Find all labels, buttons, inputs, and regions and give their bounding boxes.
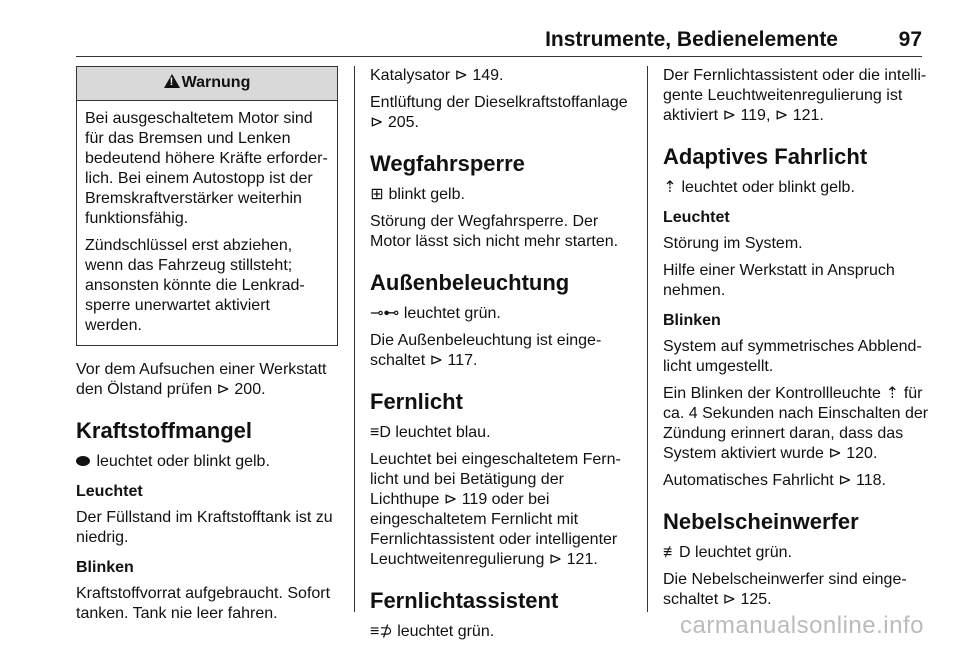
fern-ref-2[interactable]: 121. [566,551,598,568]
werkstatt-text: Vor dem Aufsuchen einer Werkstatt den Ölstand prüfen [76,361,327,398]
fern-status [370,423,632,443]
intro-text: Der Fernlichtassistent oder die intelli-gente Leuchtweitenregulierung ist aktiviert [663,67,927,124]
adaptiv-status [663,178,929,198]
fern-text: Leuchtet bei eingeschaltetem Fern-licht und bei Betätigung der Lichthupe [370,451,621,508]
leuchtet-paragraph-1: Störung im System. [663,235,803,252]
fern-status-text: leuchtet blau. [395,424,491,441]
katalysator-paragraph [370,66,632,86]
aussen-ref[interactable]: 117. [447,352,478,369]
heading-blinken: Blinken [76,559,134,576]
blinken-paragraph: Kraftstoffvorrat aufgebraucht. Sofort tanken. Tank nie leer fahren. [76,585,331,622]
car-key-icon: ⊞ [370,186,384,203]
aussen-status [370,304,632,324]
aussen-text: Die Außenbeleuchtung ist einge-schaltet [370,332,602,369]
header-rule [76,56,922,57]
column-divider-2 [647,66,648,612]
high-beam-icon: ≡D [370,424,391,441]
wegfahr-status-text: blinkt gelb. [388,186,465,203]
warning-body [77,101,337,345]
wegfahr-status [370,185,632,205]
ref-arrow-icon: ⊳ [443,491,458,508]
ref-arrow-icon: ⊳ [454,67,468,84]
heading-fernlichtassistent: Fernlichtassistent [370,588,559,613]
blinken-paragraph-2 [663,384,929,464]
heading-aussenbeleuchtung: Außenbeleuchtung [370,270,570,295]
werkstatt-ref[interactable]: 200. [234,381,266,398]
heading-nebelscheinwerfer: Nebelscheinwerfer [663,509,859,534]
blinken-paragraph-1: System auf symmetrisches Abblend-licht umgestellt. [663,338,922,375]
exterior-light-icon: ⊸⊷ [370,305,400,322]
column-1 [76,66,338,631]
intro-ref-1[interactable]: 119, [740,107,771,124]
nebel-paragraph [663,570,929,610]
kraftstoff-status [76,452,338,472]
entlueftung-text: Entlüftung der Dieselkraftstoffanlage [370,94,628,111]
nebel-ref[interactable]: 125. [740,591,772,608]
aussen-status-text: leuchtet grün. [403,305,501,322]
warning-title-text: Warnung [181,74,251,91]
wegfahr-paragraph: Störung der Wegfahrsperre. Der Motor lässt sich nicht mehr starten. [370,213,619,250]
nebel-text: Die Nebelscheinwerfer sind einge-schaltet [663,571,907,608]
fernassist-status [370,622,632,642]
heading-blinken: Blinken [663,312,721,329]
column-3 [663,66,929,617]
intro-ref-2[interactable]: 121. [792,107,824,124]
fernassist-status-text: leuchtet grün. [397,623,495,640]
adaptive-light-icon: ⇡ [885,385,900,402]
warning-triangle-icon [164,74,180,88]
kraftstoff-status-text: leuchtet oder blinkt gelb. [96,453,270,470]
ref-arrow-icon: ⊳ [828,445,842,462]
header-title: Instrumente, Bedienelemente [545,28,838,51]
ref-arrow-icon: ⊳ [370,114,384,131]
ref-arrow-icon: ⊳ [722,591,736,608]
nebel-status [663,543,929,563]
blinken-text-a: Ein Blinken der Kontrollleuchte [663,385,881,402]
auto-fahrlicht-text: Automatisches Fahrlicht [663,472,834,489]
warning-box [76,66,338,346]
auto-fahrlicht-ref[interactable]: 118. [856,472,886,489]
leuchtet-paragraph: Der Füllstand im Kraftstofftank ist zu niedrig. [76,509,333,546]
heading-leuchtet: Leuchtet [663,209,730,226]
heading-leuchtet: Leuchtet [76,483,143,500]
leuchtet-paragraph-2: Hilfe einer Werkstatt in Anspruch nehmen. [663,262,895,299]
auto-fahrlicht-paragraph [663,471,929,491]
adaptive-light-icon: ⇡ [663,179,677,196]
katalysator-text: Katalysator [370,67,451,84]
katalysator-ref[interactable]: 149. [472,67,504,84]
ref-arrow-icon: ⊳ [429,352,443,369]
werkstatt-paragraph [76,360,338,400]
blinken-ref[interactable]: 120. [846,445,878,462]
heading-fernlicht: Fernlicht [370,389,463,414]
ref-arrow-icon: ⊳ [216,381,230,398]
intro-paragraph [663,66,929,126]
fern-ref-1[interactable]: 119 oder bei eingeschaltetem Fernlicht mit Fernlichtassistent oder intelligenter Leuchtweitenregulierung [370,491,618,568]
ref-arrow-icon: ⊳ [548,551,563,568]
fuel-dot-icon [76,456,90,466]
high-beam-assist-icon: ≡⊅ [370,623,393,640]
warning-title [77,67,337,101]
ref-arrow-icon: ⊳ [722,107,736,124]
adaptiv-status-text: leuchtet oder blinkt gelb. [681,179,855,196]
entlueftung-paragraph [370,93,632,133]
page-header [0,28,960,58]
ref-arrow-icon: ⊳ [838,472,852,489]
ref-arrow-icon: ⊳ [774,107,789,124]
page-number: 97 [898,28,922,51]
heading-kraftstoffmangel: Kraftstoffmangel [76,418,253,443]
column-2 [370,66,632,649]
warning-paragraph-2: Zündschlüssel erst abziehen, wenn das Fahrzeug stillsteht; ansonsten könnte die Lenkrad-sperre unerwartet aktiviert werden. [85,237,305,334]
watermark: carmanualsonline.info [680,612,924,639]
blinken-text-b: für ca. 4 Sekunden nach Einschalten der Zündung erinnert daran, dass das System aktiviert wurde [663,385,929,462]
entlueftung-ref[interactable]: 205. [387,114,419,131]
nebel-status-text: leuchtet grün. [695,544,792,561]
aussen-paragraph [370,331,632,371]
fern-paragraph [370,450,632,570]
warning-paragraph-1: Bei ausgeschaltetem Motor sind für das Bremsen und Lenken bedeutend höhere Kräfte erforder-lich. Bei einem Autostopp ist der Bremskraftverstärker weiterhin funktionsfähig. [85,110,328,227]
heading-adaptives-fahrlicht: Adaptives Fahrlicht [663,144,868,169]
column-divider-1 [354,66,355,612]
heading-wegfahrsperre: Wegfahrsperre [370,151,525,176]
fog-light-icon: ≢D [663,544,691,561]
